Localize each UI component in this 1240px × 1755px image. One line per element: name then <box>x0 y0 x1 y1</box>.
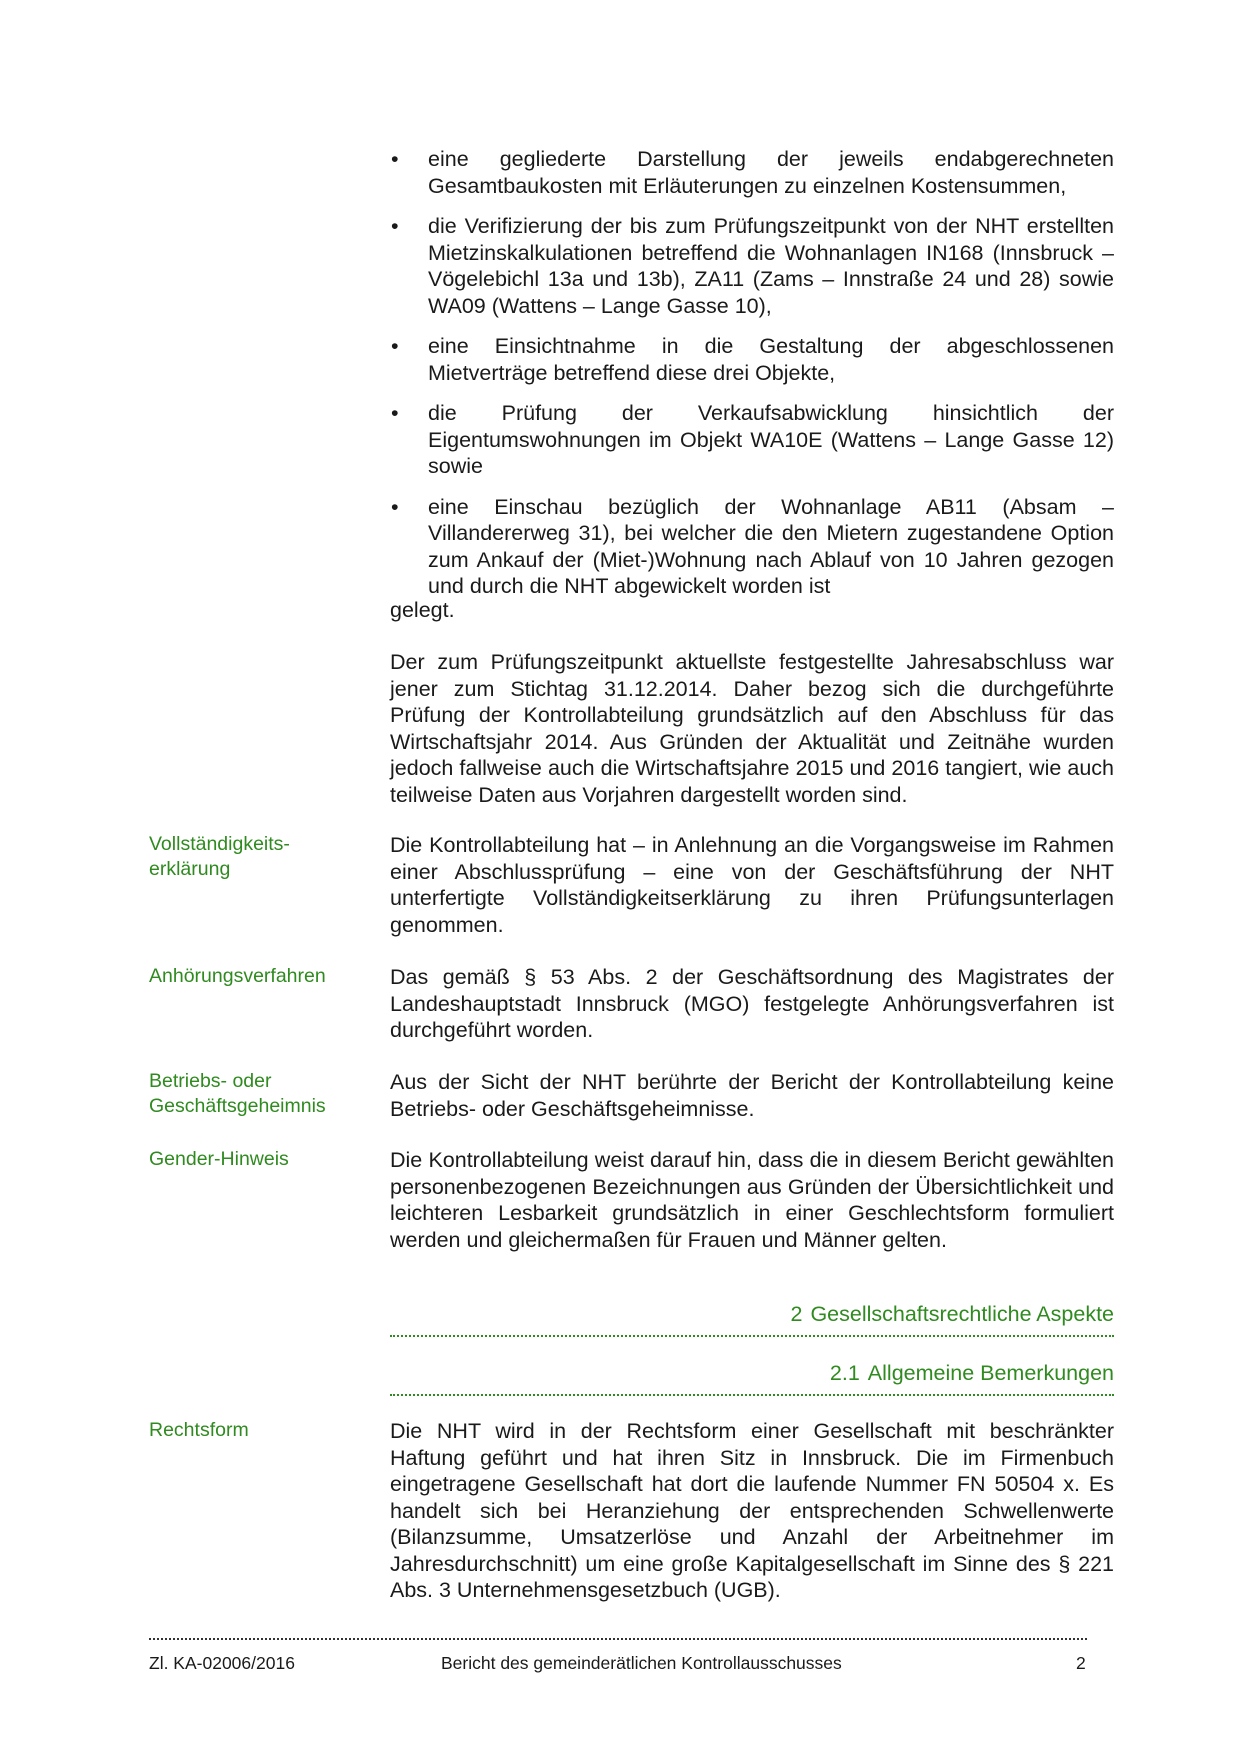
bullet-icon: • <box>391 147 399 171</box>
footer-title: Bericht des gemeinderätlichen Kontrollausschusses <box>441 1653 842 1673</box>
heading-title: Allgemeine Bemerkungen <box>867 1361 1114 1385</box>
margin-label-anhoerung: Anhörungsverfahren <box>149 965 326 987</box>
audit-scope-list <box>390 146 1114 614</box>
heading-number: 2.1 <box>829 1361 860 1385</box>
footer-reference: Zl. KA-02006/2016 <box>149 1653 295 1673</box>
margin-label-geheimnis: Betriebs- oder Geschäftsgeheimnis <box>149 1070 326 1117</box>
margin-label-gender: Gender-Hinweis <box>149 1148 289 1170</box>
bullet-icon: • <box>391 494 399 519</box>
paragraph-jahresabschluss: Der zum Prüfungszeitpunkt aktuellste festgestellte Jahresabschluss war jener zum Stichtag 31.12.2014. Daher bezog sich die durchgeführte Prüfung der Kontrollabteilung grundsätzlich auf den Abschluss für das Wirtschaftsjahr 2014. Aus Gründen der Aktualität und Zeitnähe wurden jedoch fallweise auch die Wirtschaftsjahre 2015 und 2016 tangiert, wie auch teilweise Daten aus Vorjahren dargestellt worden sind. <box>390 650 1114 807</box>
paragraph-anhoerung: Das gemäß § 53 Abs. 2 der Geschäftsordnung des Magistrates der Landeshauptstadt Innsbruck (MGO) festgelegte Anhörungsverfahren ist durchgeführt worden. <box>390 965 1114 1042</box>
list-item: • eine Einschau bezüglich der Wohnanlage AB11 (Absam – Villandererweg 31), bei welcher die den Mietern zugestandene Option zum Ankauf der (Miet-)Wohnung nach Ablauf von 10 Jahren gezogen und durch die NHT abgewickelt worden ist <box>391 494 1114 598</box>
list-item: • die Verifizierung der bis zum Prüfungszeitpunkt von der NHT erstellten Mietzinskalkulationen betreffend die Wohnanlagen IN168 (Innsbruck – Vögelebichl 13a und 13b), ZA11 (Zams – Innstraße 24 und 28) sowie WA09 (Wattens – Lange Gasse 10), <box>391 214 1114 318</box>
footer-divider <box>149 1638 1087 1640</box>
paragraph-rechtsform: Die NHT wird in der Rechtsform einer Gesellschaft mit beschränkter Haftung geführt und hat ihren Sitz in Innsbruck. Die im Firmenbuch eingetragene Gesellschaft hat dort die laufende Nummer FN 50504 x. Es handelt sich bei Heranziehung der entsprechenden Schwellenwerte (Bilanzsumme, Umsatzerlöse und Anzahl der Arbeitnehmer im Jahresdurchschnitt) um eine große Kapitalgesellschaft im Sinne des § 221 Abs. 3 Unternehmensgesetzbuch (UGB). <box>390 1419 1114 1602</box>
list-item: • eine Einsichtnahme in die Gestaltung der abgeschlossenen Mietverträge betreffend diese drei Objekte, <box>391 334 1114 385</box>
heading-number: 2 <box>790 1302 803 1326</box>
paragraph-gender: Die Kontrollabteilung weist darauf hin, dass die in diesem Bericht gewählten personenbezogenen Bezeichnungen aus Gründen der Übersichtlichkeit und leichteren Lesbarkeit grundsätzlich in einer Geschlechtsform formuliert werden und gleichermaßen für Frauen und Männer gelten. <box>390 1148 1114 1252</box>
heading-title: Gesellschaftsrechtliche Aspekte <box>810 1302 1114 1326</box>
paragraph-gelegt: gelegt. <box>390 598 455 622</box>
list-item: • eine gegliederte Darstellung der jeweils endabgerechneten Gesamtbaukosten mit Erläuterungen zu einzelnen Kostensummen, <box>391 147 1114 198</box>
paragraph-vollstaendigkeit: Die Kontrollabteilung hat – in Anlehnung an die Vorgangsweise im Rahmen einer Abschlussprüfung – eine von der Geschäftsführung der NHT unterfertigte Vollständigkeitserklärung zu ihren Prüfungsunterlagen genommen. <box>390 833 1114 937</box>
bullet-icon: • <box>391 334 399 358</box>
bullet-icon: • <box>391 214 399 238</box>
section-heading-2 <box>390 1301 1114 1337</box>
paragraph-geheimnis: Aus der Sicht der NHT berührte der Bericht der Kontrollabteilung keine Betriebs- oder Geschäftsgeheimnisse. <box>390 1070 1114 1121</box>
list-item: • die Prüfung der Verkaufsabwicklung hinsichtlich der Eigentumswohnungen im Objekt WA10E (Wattens – Lange Gasse 12) sowie <box>391 401 1114 478</box>
margin-label-rechtsform: Rechtsform <box>149 1419 249 1441</box>
page-number: 2 <box>1076 1653 1086 1673</box>
bullet-icon: • <box>391 401 399 425</box>
margin-label-vollstaendigkeit: Vollständigkeits- erklärung <box>149 833 290 880</box>
section-heading-2-1 <box>390 1360 1114 1396</box>
